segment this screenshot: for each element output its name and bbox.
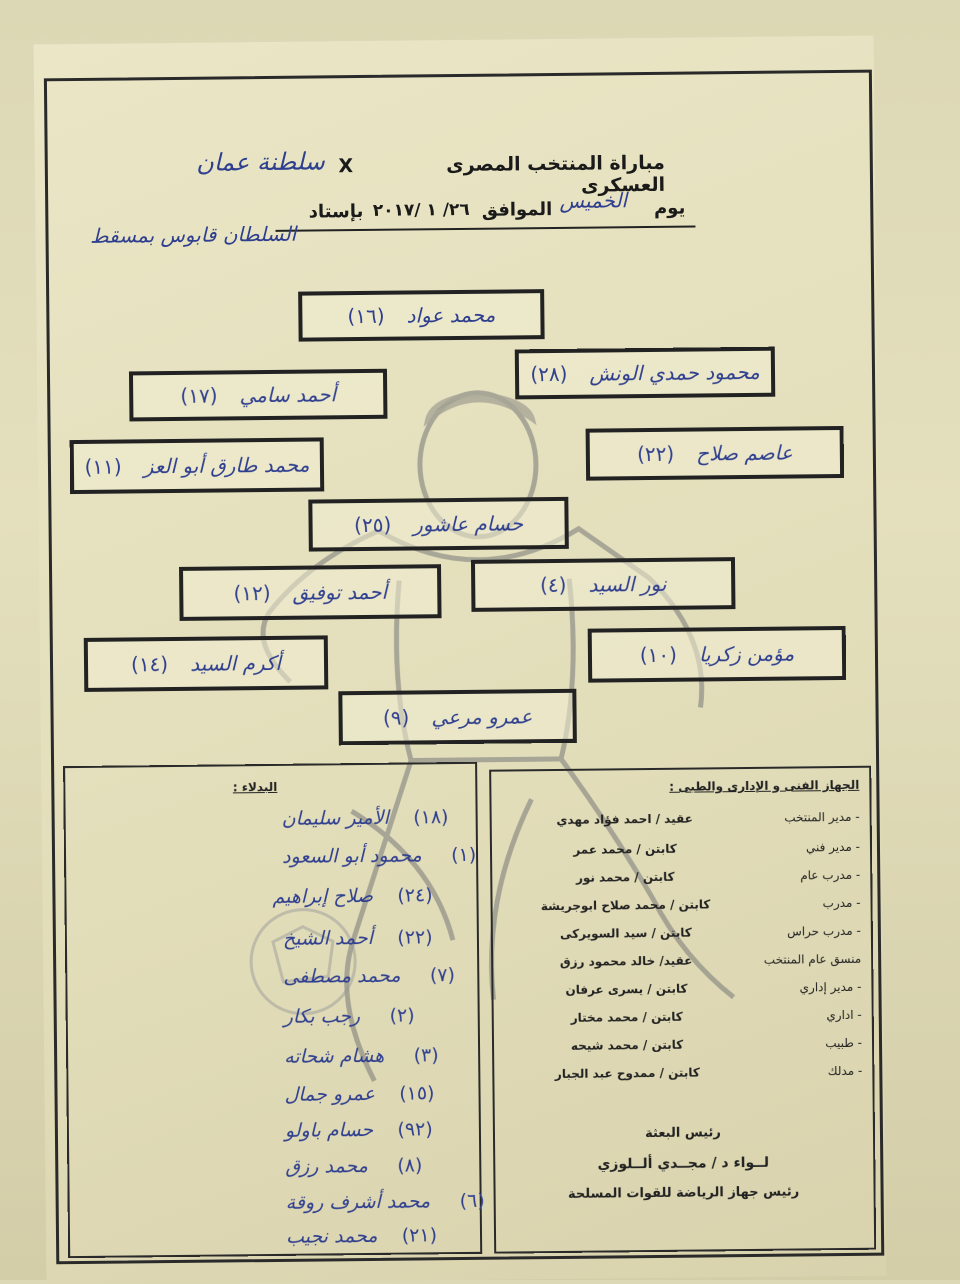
player-number: (١٦) [347,303,385,329]
sub-number: (٣) [413,1044,439,1067]
sub-name: محمد رزق [285,1154,368,1178]
lineup-slot-7 [471,557,736,612]
lineup-slot-11 [338,689,577,745]
sub-name: أحمد الشيخ [282,926,374,950]
staff-member: كابتن / ممدوح عبد الجبار [554,1065,700,1082]
sub-number: (٩٢) [397,1118,433,1141]
staff-row [501,896,861,928]
player-number: (١٢) [233,580,271,606]
staff-role: - اداري [826,1007,862,1023]
player-number: (١١) [84,454,122,479]
staff-row [502,1008,862,1040]
staff-role: - مدير المنتخب [784,809,860,825]
sub-name: رجب بكار [283,1005,361,1028]
sub-row [283,958,470,994]
staff-row [500,868,860,900]
player-name: أكرم السيد [190,650,282,676]
staff-member: عقيد / احمد فؤاد مهدي [556,811,693,827]
stadium-label: بإستاد [308,200,364,223]
sub-row [284,1038,454,1074]
lineup-slot-8 [179,564,442,621]
player-number: (١٠) [639,642,678,668]
lineup-slot-2 [515,347,776,400]
lineup-slot-6 [308,497,569,552]
staff-row [500,810,860,842]
player-number: (٩) [382,705,410,730]
lineup-slot-5 [70,437,325,494]
staff-member: كابتن / محمد صلاح ابوجريشة [540,897,711,914]
player-name: أحمد سامي [239,382,337,408]
player-number: (٢٥) [353,512,392,538]
lineup-slot-9 [588,626,847,683]
sub-row [284,998,431,1034]
date-value: ٢٦/ ١ /٢٠١٧ [372,199,470,221]
sub-number: (١٥) [399,1082,435,1105]
player-name: محمود حمدي الونش [589,359,760,386]
staff-role: - مدير فني [805,839,861,855]
sub-number: (٧) [429,964,456,987]
staff-row [501,952,861,984]
sub-name: عمرو جمال [284,1082,375,1106]
sub-number: (١٨) [413,806,449,829]
staff-row [502,1036,862,1068]
staff-member: عقيد/ خالد محمود رزق [559,953,693,969]
sub-number: (٢) [389,1004,415,1027]
sub-number: (١) [451,843,477,867]
staff-role: - مدرب حراس [786,923,861,939]
player-number: (٢٢) [636,441,675,467]
player-name: أحمد توفيق [292,579,388,605]
sub-name: محمود أبو السعود [281,844,422,868]
player-name: حسام عاشور [413,511,524,537]
sub-name: محمد نجيب [285,1224,378,1248]
sub-row [272,878,443,914]
staff-member: كابتن / سيد السويركى [559,925,692,941]
staff-member: كابتن / محمد نور [575,869,675,885]
match-title: مباراة المنتخب المصرى العسكرى [446,151,666,197]
stadium-value: السلطان قابوس بمسقط [89,221,297,248]
player-number: (٢٨) [530,361,568,387]
sub-number: (٨) [397,1154,423,1177]
staff-member: كابتن / يسرى عرفان [565,981,688,997]
player-name: عمرو مرعي [431,704,533,730]
delegation-head-title: رئيس البعثة [645,1125,721,1142]
staff-row [500,840,860,872]
player-number: (٤) [539,572,567,598]
player-name: محمد عواد [406,302,496,328]
delegation-head-name: لــواء د / مجــدي ألــلوزي [597,1154,770,1173]
sub-row [283,920,443,956]
sub-number: (٢٢) [397,926,433,949]
staff-row [501,924,861,956]
sub-row [285,1112,444,1148]
player-name: عاصم صلاح [696,440,793,466]
staff-member: كابتن / محمد مختار [570,1009,683,1025]
sub-name: الأمير سليمان [281,806,389,830]
sub-number: (٢١) [401,1224,438,1247]
day-value: الخميس [559,188,628,213]
staff-title: الجهاز الفنى و الإدارى والطبى : [669,777,860,794]
player-name: نور السيد [588,571,667,597]
staff-role: - مدرب [822,895,861,911]
sub-name: حسام باولو [284,1118,374,1142]
player-name: محمد طارق أبو العز [143,452,310,479]
sub-name: صلاح إبراهيم [272,884,374,908]
sub-name: محمد مصطفى [283,964,401,988]
sub-row [284,1076,445,1112]
staff-role: - مدرب عام [800,867,861,883]
staff-member: كابتن / محمد شيحه [570,1037,684,1053]
sub-row [281,800,459,836]
staff-row [502,1064,862,1096]
sub-name: هشام شحاته [284,1044,385,1068]
day-label: يوم [653,197,686,219]
player-number: (١٧) [180,383,218,408]
lineup-slot-3 [129,369,388,422]
sub-row [285,1184,500,1220]
team-sheet [34,36,887,1284]
sub-row [282,838,492,874]
player-number: (١٤) [130,652,169,677]
sub-row [286,1218,448,1254]
lineup-slot-10 [84,635,329,692]
lineup-slot-4 [586,426,845,481]
staff-row [501,980,861,1012]
sub-row [285,1148,438,1184]
staff-role: - طبيب [825,1035,863,1051]
staff-area [499,776,864,1240]
staff-role: - مدلك [827,1063,863,1079]
staff-member: كابتن / محمد عمر [573,841,677,857]
vs-mark: X [338,155,354,178]
sub-name: محمد أشرف روقة [285,1190,431,1214]
sub-number: (٦) [459,1189,485,1213]
staff-role: منسق عام المنتخب [763,951,862,967]
opponent-name: سلطنة عمان [196,147,325,177]
delegation-head-position: رئيس جهاز الرياضة للقوات المسلحة [567,1184,800,1202]
player-name: مؤمن زكريا [698,641,795,667]
staff-role: - مدير إداري [799,979,862,995]
substitutes-title: البدلاء : [232,779,278,795]
lineup-slot-1 [298,289,545,342]
date-label: الموافق [481,199,553,221]
sub-number: (٢٤) [397,884,433,907]
